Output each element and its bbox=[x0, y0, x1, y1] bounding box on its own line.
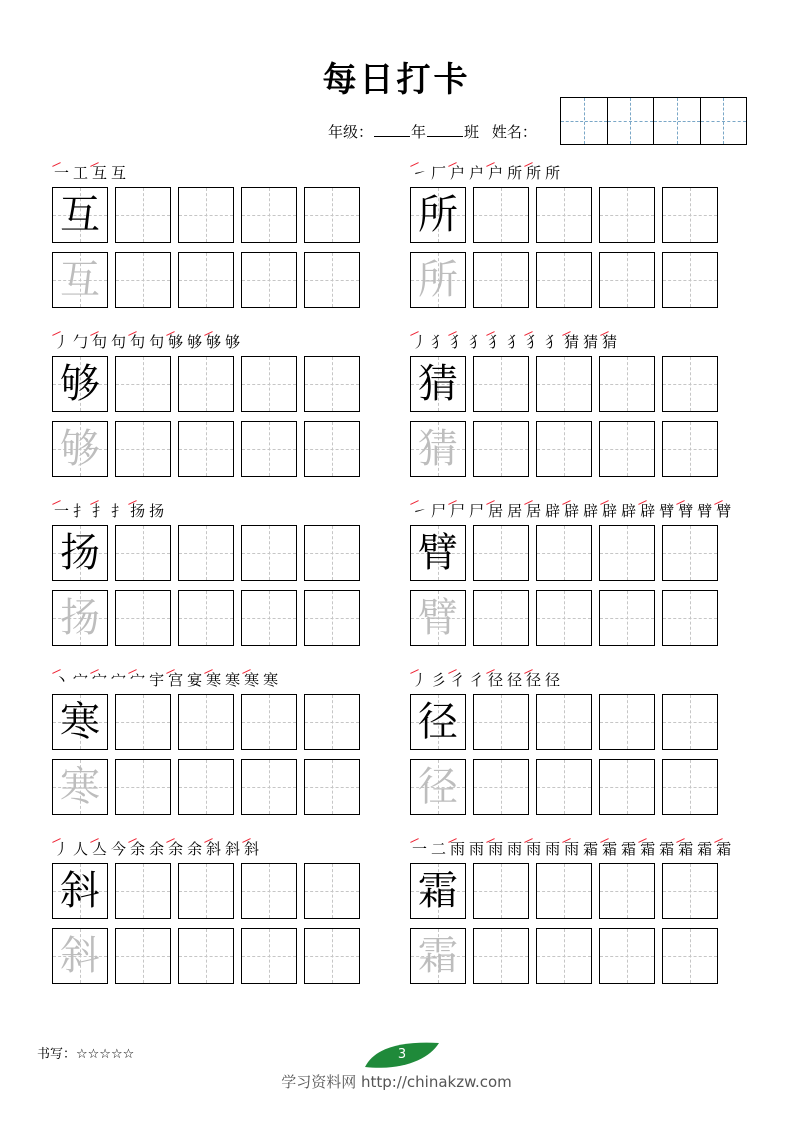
stroke-step: 一 bbox=[412, 840, 428, 858]
stroke-step: 户 bbox=[488, 164, 504, 182]
writing-box[interactable] bbox=[662, 421, 718, 477]
stroke-step: 斜 bbox=[206, 840, 222, 858]
stroke-step: 丿 bbox=[412, 671, 428, 689]
model-character-box bbox=[52, 187, 108, 243]
stroke-step: 余 bbox=[130, 840, 146, 858]
stroke-order-sequence bbox=[54, 500, 164, 522]
stroke-step: 互 bbox=[111, 164, 127, 182]
trace-row bbox=[52, 759, 360, 815]
stroke-step: 宀 bbox=[73, 671, 89, 689]
trace-row bbox=[52, 590, 360, 646]
writing-box[interactable] bbox=[241, 421, 297, 477]
stroke-order-sequence bbox=[412, 162, 560, 184]
stroke-step: 犭 bbox=[545, 333, 561, 351]
trace-row bbox=[52, 252, 360, 308]
character-practice-block bbox=[52, 838, 382, 993]
page-number: 3 bbox=[397, 1047, 407, 1062]
stroke-step: 丶 bbox=[54, 671, 70, 689]
writing-box[interactable] bbox=[473, 759, 529, 815]
character-practice-block bbox=[52, 500, 382, 655]
stroke-order-sequence bbox=[412, 669, 560, 691]
name-label: 姓名： bbox=[491, 123, 537, 141]
stroke-step: 尸 bbox=[469, 502, 485, 520]
stroke-step: 互 bbox=[92, 164, 108, 182]
trace-character: 所 bbox=[418, 257, 458, 303]
stroke-step: 臂 bbox=[678, 502, 694, 520]
stroke-step: 扌 bbox=[111, 502, 127, 520]
stroke-step: 寒 bbox=[244, 671, 260, 689]
writing-box[interactable] bbox=[115, 590, 171, 646]
stroke-step: ㇀ bbox=[412, 502, 428, 520]
writing-box[interactable] bbox=[178, 590, 234, 646]
model-character: 霜 bbox=[418, 868, 458, 914]
stroke-step: 够 bbox=[187, 333, 203, 351]
name-cell[interactable] bbox=[654, 98, 701, 144]
stroke-step: 辟 bbox=[621, 502, 637, 520]
character-practice-block bbox=[52, 331, 382, 486]
writing-box[interactable] bbox=[304, 187, 360, 243]
model-character: 臂 bbox=[418, 530, 458, 576]
stroke-step: ㇀ bbox=[412, 164, 428, 182]
writing-box[interactable] bbox=[599, 863, 655, 919]
stroke-step: 辟 bbox=[640, 502, 656, 520]
stroke-order-sequence bbox=[412, 838, 731, 860]
site-footer[interactable]: 学习资料网 http://chinakzw.com bbox=[281, 1073, 512, 1091]
class-blank[interactable] bbox=[427, 135, 463, 137]
stroke-step: 霜 bbox=[640, 840, 656, 858]
writing-box[interactable] bbox=[599, 252, 655, 308]
writing-box[interactable] bbox=[115, 356, 171, 412]
writing-box[interactable] bbox=[304, 928, 360, 984]
year-label: 年 bbox=[411, 123, 427, 141]
stroke-step: 猜 bbox=[583, 333, 599, 351]
writing-box[interactable] bbox=[662, 187, 718, 243]
stroke-step: 辟 bbox=[602, 502, 618, 520]
stroke-step: 一 bbox=[54, 164, 70, 182]
writing-box[interactable] bbox=[178, 356, 234, 412]
writing-box[interactable] bbox=[536, 759, 592, 815]
model-character-box bbox=[410, 356, 466, 412]
stroke-step: 雨 bbox=[507, 840, 523, 858]
stroke-step: 犭 bbox=[507, 333, 523, 351]
writing-box[interactable] bbox=[536, 928, 592, 984]
trace-character-box bbox=[410, 421, 466, 477]
stroke-step: 辟 bbox=[583, 502, 599, 520]
model-row bbox=[410, 187, 718, 243]
stroke-step: 扌 bbox=[92, 502, 108, 520]
stroke-step: 霜 bbox=[716, 840, 732, 858]
writing-box[interactable] bbox=[304, 863, 360, 919]
writing-box[interactable] bbox=[536, 421, 592, 477]
writing-box[interactable] bbox=[241, 590, 297, 646]
stroke-step: 句 bbox=[130, 333, 146, 351]
stroke-step: 臂 bbox=[697, 502, 713, 520]
writing-box[interactable] bbox=[536, 187, 592, 243]
writing-box[interactable] bbox=[115, 694, 171, 750]
model-character: 互 bbox=[60, 192, 100, 238]
stroke-step: 居 bbox=[488, 502, 504, 520]
trace-row bbox=[410, 590, 718, 646]
stroke-step: 猜 bbox=[564, 333, 580, 351]
writing-box[interactable] bbox=[599, 421, 655, 477]
class-label: 班 bbox=[464, 123, 480, 141]
grade-label: 年级： bbox=[328, 123, 374, 141]
stroke-step: 厂 bbox=[431, 164, 447, 182]
stroke-step: 霜 bbox=[583, 840, 599, 858]
stroke-step: 扬 bbox=[149, 502, 165, 520]
writing-box[interactable] bbox=[304, 421, 360, 477]
character-practice-block bbox=[410, 669, 740, 824]
trace-character-box bbox=[52, 421, 108, 477]
stroke-step: 一 bbox=[54, 502, 70, 520]
stroke-step: 彳 bbox=[469, 671, 485, 689]
model-character: 径 bbox=[418, 699, 458, 745]
model-row bbox=[52, 356, 360, 412]
stroke-step: 霜 bbox=[678, 840, 694, 858]
trace-row bbox=[410, 759, 718, 815]
writing-box[interactable] bbox=[178, 252, 234, 308]
writing-box[interactable] bbox=[178, 863, 234, 919]
writing-box[interactable] bbox=[115, 421, 171, 477]
stroke-step: 所 bbox=[545, 164, 561, 182]
stroke-step: 径 bbox=[545, 671, 561, 689]
writing-box[interactable] bbox=[304, 590, 360, 646]
model-character: 扬 bbox=[60, 530, 100, 576]
stroke-step: 犭 bbox=[450, 333, 466, 351]
trace-character-box bbox=[52, 759, 108, 815]
writing-box[interactable] bbox=[662, 590, 718, 646]
stroke-step: 尸 bbox=[431, 502, 447, 520]
stroke-step: 辟 bbox=[564, 502, 580, 520]
stroke-step: 寒 bbox=[225, 671, 241, 689]
name-cell[interactable] bbox=[561, 98, 608, 144]
writing-box[interactable] bbox=[662, 356, 718, 412]
stroke-step: 宀 bbox=[92, 671, 108, 689]
trace-character-box bbox=[410, 928, 466, 984]
stroke-step: 够 bbox=[168, 333, 184, 351]
writing-box[interactable] bbox=[241, 759, 297, 815]
writing-box[interactable] bbox=[304, 525, 360, 581]
trace-character: 扬 bbox=[60, 595, 100, 641]
writing-box[interactable] bbox=[241, 252, 297, 308]
model-character-box bbox=[410, 694, 466, 750]
character-practice-block bbox=[410, 331, 740, 486]
stroke-step: 斜 bbox=[244, 840, 260, 858]
stroke-step: 户 bbox=[469, 164, 485, 182]
grade-blank[interactable] bbox=[374, 135, 410, 137]
stroke-step: 居 bbox=[526, 502, 542, 520]
stroke-step: 霜 bbox=[621, 840, 637, 858]
stroke-step: 居 bbox=[507, 502, 523, 520]
trace-character: 径 bbox=[418, 764, 458, 810]
stroke-step: 雨 bbox=[450, 840, 466, 858]
stroke-step: 霜 bbox=[697, 840, 713, 858]
trace-character: 寒 bbox=[60, 764, 100, 810]
trace-row bbox=[52, 421, 360, 477]
writing-box[interactable] bbox=[473, 252, 529, 308]
stroke-step: 犭 bbox=[526, 333, 542, 351]
writing-box[interactable] bbox=[178, 187, 234, 243]
stroke-step: 丿 bbox=[54, 333, 70, 351]
writing-box[interactable] bbox=[536, 590, 592, 646]
stroke-order-sequence bbox=[54, 331, 240, 353]
stroke-step: 寒 bbox=[263, 671, 279, 689]
writing-box[interactable] bbox=[115, 928, 171, 984]
student-info-line bbox=[328, 121, 537, 142]
trace-character: 互 bbox=[60, 257, 100, 303]
character-practice-block bbox=[52, 162, 382, 317]
writing-box[interactable] bbox=[241, 863, 297, 919]
model-row bbox=[410, 356, 718, 412]
stroke-step: 所 bbox=[526, 164, 542, 182]
name-grid[interactable] bbox=[560, 97, 747, 145]
writing-box[interactable] bbox=[178, 928, 234, 984]
writing-box[interactable] bbox=[473, 928, 529, 984]
writing-box[interactable] bbox=[473, 187, 529, 243]
model-character: 斜 bbox=[60, 868, 100, 914]
stroke-step: 二 bbox=[431, 840, 447, 858]
stroke-step: 余 bbox=[168, 840, 184, 858]
trace-character-box bbox=[52, 928, 108, 984]
page-title: 每日打卡 bbox=[322, 60, 471, 100]
stroke-step: 句 bbox=[111, 333, 127, 351]
model-row bbox=[410, 863, 718, 919]
trace-character: 猜 bbox=[418, 426, 458, 472]
stroke-step: 扌 bbox=[73, 502, 89, 520]
stroke-step: 径 bbox=[526, 671, 542, 689]
trace-character: 够 bbox=[60, 426, 100, 472]
writing-box[interactable] bbox=[599, 356, 655, 412]
stroke-step: 雨 bbox=[545, 840, 561, 858]
trace-character: 霜 bbox=[418, 933, 458, 979]
writing-box[interactable] bbox=[599, 759, 655, 815]
stroke-step: 尸 bbox=[450, 502, 466, 520]
model-character-box bbox=[52, 863, 108, 919]
writing-box[interactable] bbox=[599, 187, 655, 243]
model-character-box bbox=[410, 187, 466, 243]
stroke-step: 斜 bbox=[225, 840, 241, 858]
model-character: 猜 bbox=[418, 361, 458, 407]
writing-box[interactable] bbox=[473, 356, 529, 412]
stroke-step: 彳 bbox=[450, 671, 466, 689]
stroke-step: 宀 bbox=[111, 671, 127, 689]
stroke-step: 句 bbox=[149, 333, 165, 351]
stroke-step: 雨 bbox=[488, 840, 504, 858]
trace-row bbox=[52, 928, 360, 984]
stroke-order-sequence bbox=[412, 331, 617, 353]
model-row bbox=[410, 525, 718, 581]
writing-box[interactable] bbox=[662, 694, 718, 750]
stroke-step: 寒 bbox=[206, 671, 222, 689]
writing-box[interactable] bbox=[536, 356, 592, 412]
stroke-step: 人 bbox=[73, 840, 89, 858]
writing-box[interactable] bbox=[115, 759, 171, 815]
writing-box[interactable] bbox=[241, 694, 297, 750]
stroke-step: 够 bbox=[225, 333, 241, 351]
model-row bbox=[410, 694, 718, 750]
writing-box[interactable] bbox=[599, 928, 655, 984]
trace-row bbox=[410, 421, 718, 477]
writing-box[interactable] bbox=[536, 694, 592, 750]
writing-box[interactable] bbox=[536, 863, 592, 919]
stroke-step: 所 bbox=[507, 164, 523, 182]
stroke-step: 径 bbox=[507, 671, 523, 689]
model-row bbox=[52, 863, 360, 919]
writing-box[interactable] bbox=[178, 694, 234, 750]
trace-character-box bbox=[410, 590, 466, 646]
model-row bbox=[52, 525, 360, 581]
writing-box[interactable] bbox=[304, 252, 360, 308]
model-character: 所 bbox=[418, 192, 458, 238]
writing-box[interactable] bbox=[473, 590, 529, 646]
stroke-step: 霜 bbox=[659, 840, 675, 858]
writing-box[interactable] bbox=[178, 525, 234, 581]
writing-box[interactable] bbox=[536, 252, 592, 308]
writing-box[interactable] bbox=[473, 421, 529, 477]
name-cell[interactable] bbox=[608, 98, 655, 144]
stroke-step: 丿 bbox=[412, 333, 428, 351]
stroke-step: 余 bbox=[149, 840, 165, 858]
writing-box[interactable] bbox=[304, 356, 360, 412]
model-character-box bbox=[410, 525, 466, 581]
stroke-order-sequence bbox=[54, 162, 126, 184]
stroke-step: 扬 bbox=[130, 502, 146, 520]
writing-box[interactable] bbox=[536, 525, 592, 581]
stroke-step: 宴 bbox=[187, 671, 203, 689]
writing-box[interactable] bbox=[115, 525, 171, 581]
writing-rating: 书写：☆☆☆☆☆ bbox=[37, 1047, 135, 1062]
writing-box[interactable] bbox=[115, 187, 171, 243]
trace-character-box bbox=[410, 759, 466, 815]
model-character-box bbox=[410, 863, 466, 919]
character-practice-block bbox=[410, 162, 740, 317]
stroke-step: 丿 bbox=[54, 840, 70, 858]
stroke-step: 臂 bbox=[716, 502, 732, 520]
character-practice-block bbox=[410, 838, 740, 993]
writing-box[interactable] bbox=[241, 187, 297, 243]
stroke-step: 猜 bbox=[602, 333, 618, 351]
writing-box[interactable] bbox=[662, 252, 718, 308]
model-character: 够 bbox=[60, 361, 100, 407]
model-row bbox=[52, 694, 360, 750]
writing-box[interactable] bbox=[304, 694, 360, 750]
writing-box[interactable] bbox=[178, 421, 234, 477]
stroke-step: 犭 bbox=[488, 333, 504, 351]
trace-row bbox=[410, 928, 718, 984]
stroke-step: 彡 bbox=[431, 671, 447, 689]
model-character-box bbox=[52, 694, 108, 750]
writing-box[interactable] bbox=[473, 694, 529, 750]
stroke-step: 径 bbox=[488, 671, 504, 689]
stroke-step: 宇 bbox=[149, 671, 165, 689]
trace-character-box bbox=[52, 590, 108, 646]
stroke-step: 霜 bbox=[602, 840, 618, 858]
writing-box[interactable] bbox=[115, 252, 171, 308]
stroke-step: 勹 bbox=[73, 333, 89, 351]
stroke-step: 户 bbox=[450, 164, 466, 182]
trace-character-box bbox=[52, 252, 108, 308]
writing-box[interactable] bbox=[241, 356, 297, 412]
stroke-step: 雨 bbox=[564, 840, 580, 858]
trace-character: 斜 bbox=[60, 933, 100, 979]
writing-box[interactable] bbox=[473, 525, 529, 581]
writing-box[interactable] bbox=[473, 863, 529, 919]
stroke-order-sequence bbox=[54, 838, 259, 860]
writing-box[interactable] bbox=[662, 863, 718, 919]
writing-box[interactable] bbox=[241, 928, 297, 984]
model-character: 寒 bbox=[60, 699, 100, 745]
stroke-step: 宫 bbox=[168, 671, 184, 689]
stroke-step: 余 bbox=[187, 840, 203, 858]
stroke-step: 够 bbox=[206, 333, 222, 351]
trace-row bbox=[410, 252, 718, 308]
stroke-order-sequence bbox=[54, 669, 278, 691]
writing-box[interactable] bbox=[599, 590, 655, 646]
stroke-step: 句 bbox=[92, 333, 108, 351]
stroke-step: 臂 bbox=[659, 502, 675, 520]
writing-box[interactable] bbox=[178, 759, 234, 815]
writing-box[interactable] bbox=[599, 525, 655, 581]
stroke-step: 工 bbox=[73, 164, 89, 182]
stroke-step: 辟 bbox=[545, 502, 561, 520]
writing-box[interactable] bbox=[662, 759, 718, 815]
trace-character-box bbox=[410, 252, 466, 308]
name-cell[interactable] bbox=[701, 98, 747, 144]
model-character-box bbox=[52, 525, 108, 581]
writing-box[interactable] bbox=[599, 694, 655, 750]
character-practice-block bbox=[410, 500, 740, 655]
stroke-step: 亼 bbox=[92, 840, 108, 858]
writing-box[interactable] bbox=[241, 525, 297, 581]
stroke-step: 今 bbox=[111, 840, 127, 858]
writing-box[interactable] bbox=[662, 525, 718, 581]
writing-box[interactable] bbox=[662, 928, 718, 984]
stroke-step: 雨 bbox=[469, 840, 485, 858]
stroke-step: 宀 bbox=[130, 671, 146, 689]
writing-box[interactable] bbox=[115, 863, 171, 919]
writing-box[interactable] bbox=[304, 759, 360, 815]
stroke-step: 雨 bbox=[526, 840, 542, 858]
stroke-step: 犭 bbox=[469, 333, 485, 351]
stroke-step: 犭 bbox=[431, 333, 447, 351]
model-character-box bbox=[52, 356, 108, 412]
stroke-order-sequence bbox=[412, 500, 731, 522]
trace-character: 臂 bbox=[418, 595, 458, 641]
model-row bbox=[52, 187, 360, 243]
character-practice-block bbox=[52, 669, 382, 824]
